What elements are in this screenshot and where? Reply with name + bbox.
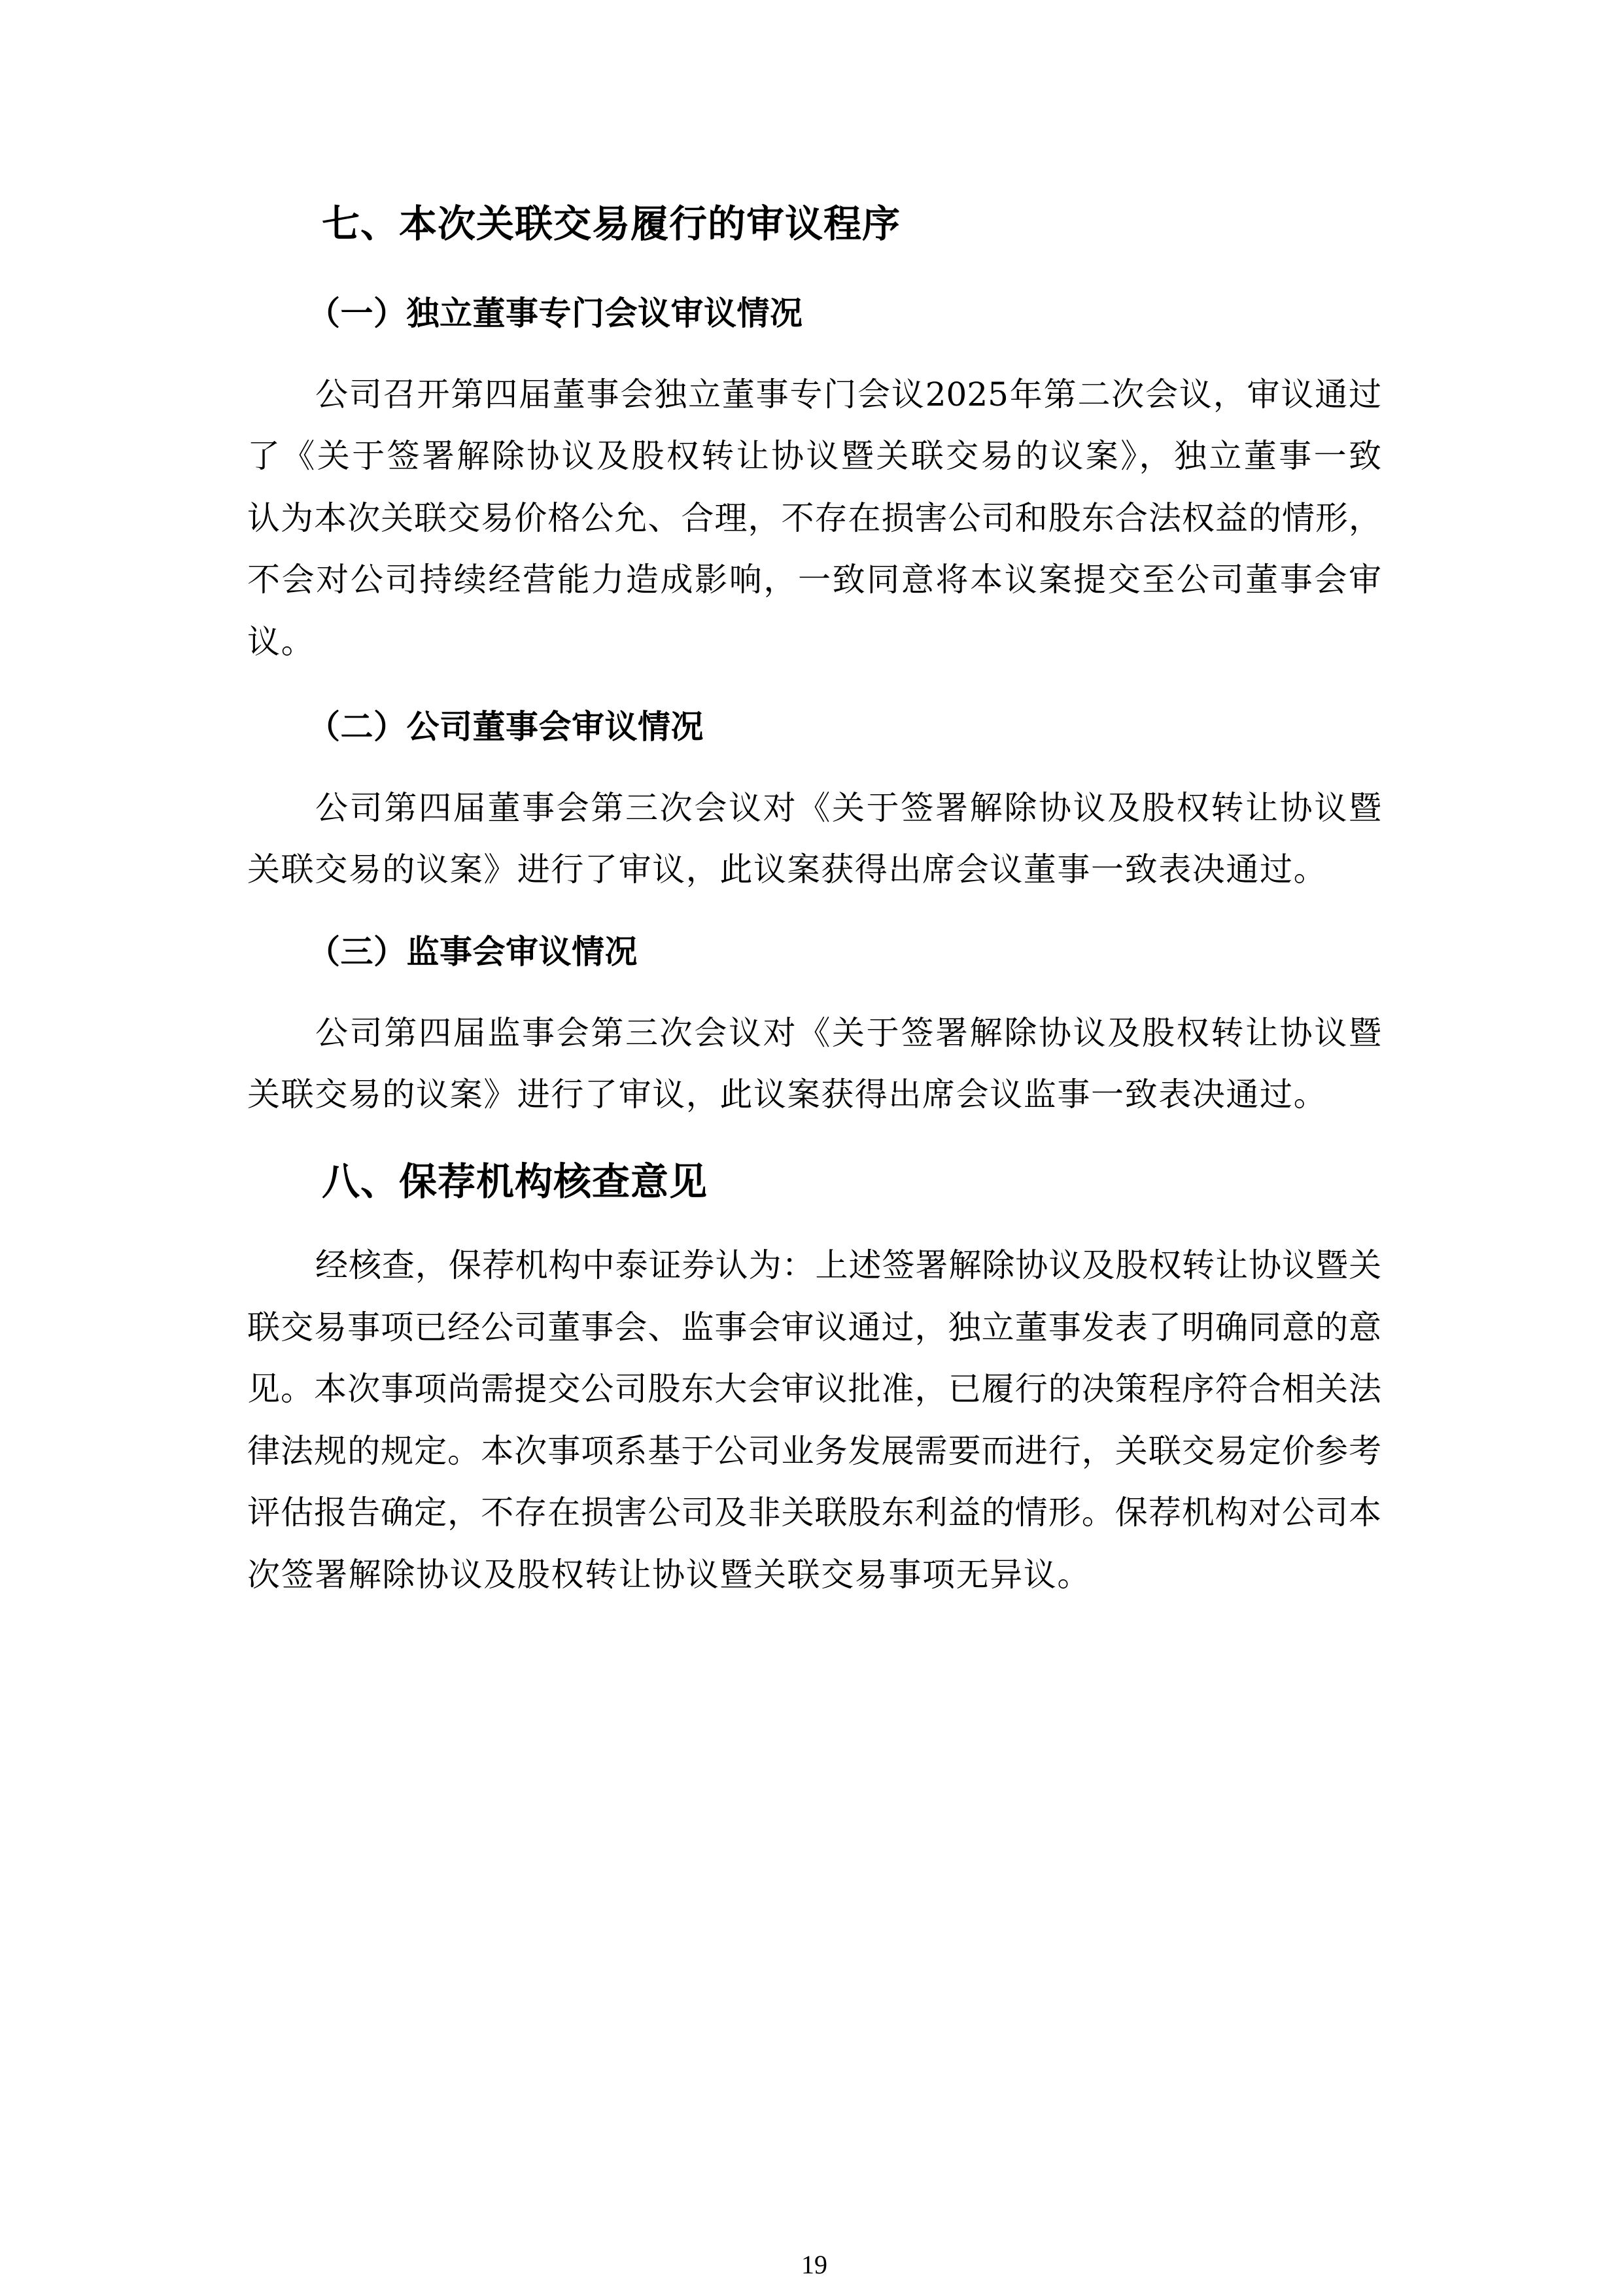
paragraph-line: 经核查，保荐机构中泰证券认为：上述签署解除协议及股权转让协议暨关 xyxy=(315,1246,1381,1284)
paragraph-line: 关联交易的议案》进行了审议，此议案获得出席会议监事一致表决通过。 xyxy=(247,1076,1328,1113)
paragraph-line: 次签署解除协议及股权转让协议暨关联交易事项无异议。 xyxy=(247,1556,1091,1594)
paragraph-line: 公司召开第四届董事会独立董事专门会议2025年第二次会议，审议通过 xyxy=(315,376,1381,413)
paragraph-line: 见。本次事项尚需提交公司股东大会审议批准，已履行的决策程序符合相关法 xyxy=(247,1370,1381,1408)
paragraph-line: 联交易事项已经公司董事会、监事会审议通过，独立董事发表了明确同意的意 xyxy=(247,1308,1381,1346)
paragraph-line: 公司第四届监事会第三次会议对《关于签署解除协议及股权转让协议暨 xyxy=(315,1014,1381,1052)
section-heading-sponsor-opinion: 八、保荐机构核查意见 xyxy=(322,1159,708,1204)
section-heading-review-procedure: 七、本次关联交易履行的审议程序 xyxy=(322,201,901,246)
paragraph-line: 不会对公司持续经营能力造成影响，一致同意将本议案提交至公司董事会审 xyxy=(247,561,1381,599)
paragraph-line: 公司第四届董事会第三次会议对《关于签署解除协议及股权转让协议暨 xyxy=(315,789,1381,827)
subsection-heading-board: （二）公司董事会审议情况 xyxy=(307,708,704,746)
subsection-heading-independent-directors: （一）独立董事专门会议审议情况 xyxy=(307,294,803,332)
paragraph-line: 律法规的规定。本次事项系基于公司业务发展需要而进行，关联交易定价参考 xyxy=(247,1432,1381,1470)
paragraph-line: 关联交易的议案》进行了审议，此议案获得出席会议董事一致表决通过。 xyxy=(247,850,1328,888)
subsection-heading-supervisory-board: （三）监事会审议情况 xyxy=(307,933,638,971)
paragraph-line: 认为本次关联交易价格公允、合理，不存在损害公司和股东合法权益的情形， xyxy=(247,499,1381,537)
page-number: 19 xyxy=(801,2250,827,2279)
paragraph-line: 议。 xyxy=(247,623,315,661)
paragraph-line: 评估报告确定，不存在损害公司及非关联股东利益的情形。保荐机构对公司本 xyxy=(247,1494,1381,1532)
paragraph-line: 了《关于签署解除协议及股权转让协议暨关联交易的议案》，独立董事一致 xyxy=(247,437,1381,475)
